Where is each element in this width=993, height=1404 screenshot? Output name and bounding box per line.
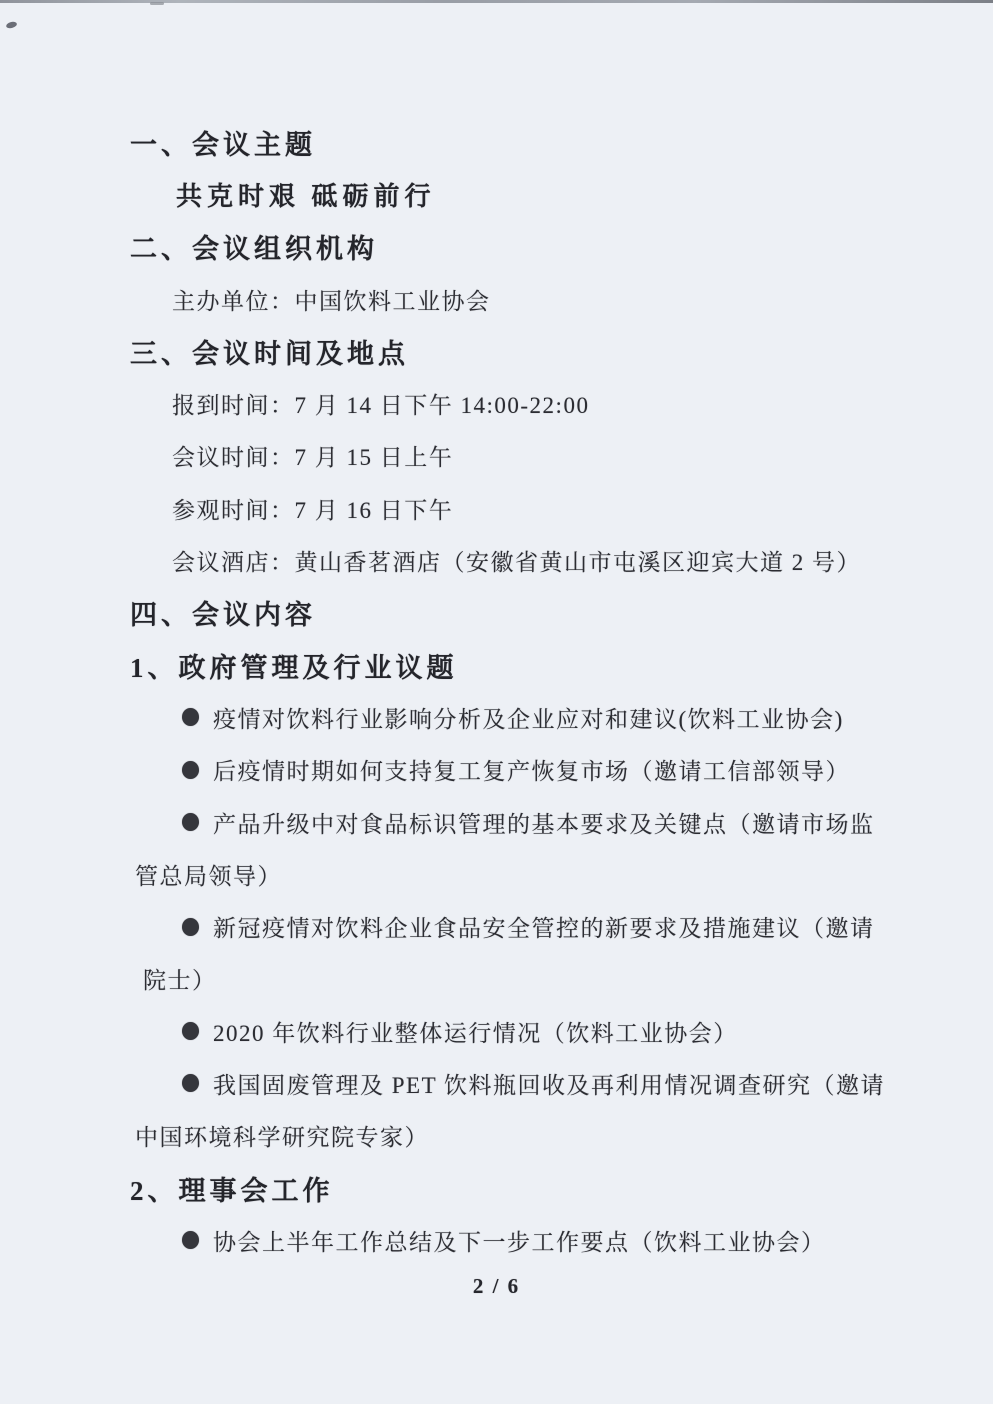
document-line [0,744,993,796]
document-line-text: 中国环境科学研究院专家） [135,1125,429,1151]
document-line-text: 协会上半年工作总结及下一步工作要点（饮料工业协会） [213,1229,826,1255]
document-line [0,273,993,325]
document-line-text: 院士） [143,968,217,994]
document-line-text: 报到时间：7 月 14 日下午 14:00-22:00 [172,393,590,419]
document-line [0,1162,993,1214]
document-line [0,168,993,220]
scan-speck [5,21,17,30]
document-line [0,1110,993,1162]
document-line-text: 四、会议内容 [130,600,316,631]
document-body [0,116,993,1267]
document-line-text: 2、理事会工作 [130,1175,334,1206]
document-line [0,900,993,952]
document-line-text: 二、会议组织机构 [130,234,378,265]
document-line [0,377,993,429]
document-line [0,953,993,1005]
document-line [0,639,993,691]
bullet-icon [182,918,199,936]
document-line-text: 管总局领导） [135,863,282,889]
document-line-text: 1、政府管理及行业议题 [130,652,458,683]
document-line [0,325,993,377]
document-line-text: 共克时艰 砥砺前行 [176,181,436,211]
bullet-icon [182,708,199,726]
scan-speck [150,2,164,5]
document-line-text: 我国固废管理及 PET 饮料瓶回收及再利用情况调查研究（邀请 [213,1072,885,1098]
document-line [0,587,993,639]
document-line-text: 产品升级中对食品标识管理的基本要求及关键点（邀请市场监 [213,811,875,837]
document-line-text: 三、会议时间及地点 [130,338,409,369]
document-line [0,534,993,586]
bullet-icon [182,1022,199,1040]
document-line [0,848,993,900]
document-line-text: 主办单位：中国饮料工业协会 [172,288,491,314]
bullet-icon [182,813,199,831]
document-line [0,430,993,482]
document-line [0,691,993,743]
document-line-text: 一、会议主题 [130,129,316,160]
document-line [0,796,993,848]
bullet-icon [182,1074,199,1092]
bullet-icon [182,761,199,779]
document-line [0,1057,993,1109]
document-line-text: 2020 年饮料行业整体运行情况（饮料工业协会） [213,1020,738,1046]
document-line-text: 新冠疫情对饮料企业食品安全管控的新要求及措施建议（邀请 [213,916,875,942]
document-line [0,116,993,168]
scan-edge-artifact [0,0,993,3]
document-line [0,221,993,273]
document-line [0,1005,993,1057]
document-line-text: 疫情对饮料行业影响分析及企业应对和建议(饮料工业协会) [213,706,844,732]
document-line-text: 后疫情时期如何支持复工复产恢复市场（邀请工信部领导） [213,759,850,785]
document-line-text: 会议酒店：黄山香茗酒店（安徽省黄山市屯溪区迎宾大道 2 号） [172,550,861,576]
page-number: 2 / 6 [472,1274,521,1298]
bullet-icon [182,1231,199,1249]
document-line [0,482,993,534]
document-line [0,1214,993,1266]
document-line-text: 会议时间：7 月 15 日上午 [172,445,454,471]
document-line-text: 参观时间：7 月 16 日下午 [172,497,454,523]
